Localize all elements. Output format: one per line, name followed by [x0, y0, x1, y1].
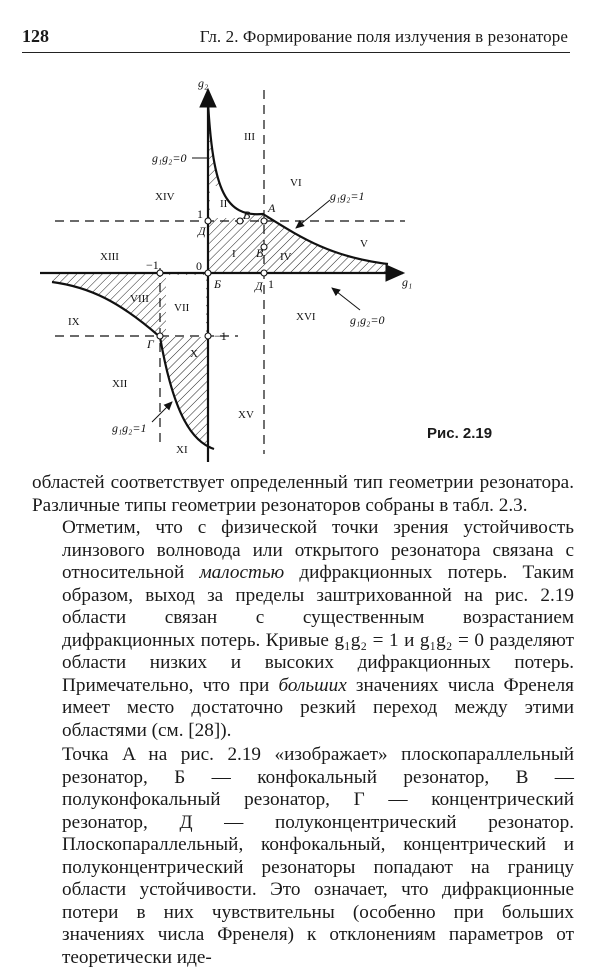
paragraph-2-emphasis-1: малостью: [199, 562, 285, 583]
tick-g2-one: 1: [197, 207, 203, 221]
region-label-VII: VII: [174, 302, 190, 314]
stability-diagram: [0, 62, 600, 470]
stability-diagram-figure: [0, 62, 600, 470]
region-label-VIII: VIII: [130, 293, 149, 305]
region-label-XI: XI: [176, 444, 188, 456]
point-B-conf-label: Б: [214, 277, 222, 291]
region-label-XVI: XVI: [296, 311, 316, 323]
body-text: [32, 472, 574, 969]
region-label-IX: IX: [68, 316, 80, 328]
tick-zero: 0: [196, 259, 202, 273]
label-g1g2-zero-right: g₁g₂=0: [350, 313, 385, 327]
paragraph-2-end: значениях числа Френеля имеет место достаточно резкий переход между этими областями (см. [28]).: [62, 674, 574, 741]
paragraph-2-middle: дифракционных потерь. Таким образом, выход за пределы заштрихованной на рис. 2.19 области связан с существенным возрастанием дифракционных потерь. Кривые g₁g₂ = 1 и g₁g₂ = 0 разделяют области низких и высоких дифракционных потерь. Примечательно, что при: [62, 562, 574, 696]
point-D-lower-label: Д: [255, 279, 263, 293]
region-label-I: I: [232, 248, 236, 260]
paragraph-2: [62, 517, 574, 742]
point-B-lower-label: B: [256, 246, 264, 260]
region-label-XIV: XIV: [155, 191, 175, 203]
g2-axis-label: g₂: [198, 76, 209, 90]
region-label-III: III: [244, 131, 255, 143]
tick-g2-minus-one: −1: [214, 329, 227, 343]
page-number: 128: [22, 26, 49, 46]
label-g1g2-one-bottom: g₁g₂=1: [112, 421, 147, 435]
label-g1g2-one-top: g₁g₂=1: [330, 189, 365, 203]
region-label-IV: IV: [280, 251, 292, 263]
point-A-label: A: [268, 201, 276, 215]
paragraph-1: областей соответствует определенный тип геометрии резонатора. Различные типы геометрии резонаторов собраны в табл. 2.3.: [32, 472, 574, 516]
g1-axis-label: g₁: [402, 275, 413, 289]
region-label-X: X: [190, 348, 198, 360]
label-g1g2-zero-top: g₁g₂=0: [152, 151, 187, 165]
region-label-V: V: [360, 238, 368, 250]
paragraph-2-emphasis-2: больших: [278, 674, 347, 696]
point-B-upper-label: B: [243, 208, 251, 222]
point-G-label: Г: [147, 337, 154, 351]
paragraph-3: Точка A на рис. 2.19 «изображает» плоскопараллельный резонатор, Б — конфокальный резонатор, B — полуконфокальный резонатор, Г — концентрический резонатор, Д — полуконцентрический резонатор. Плоскопараллельный, конфокальный, концентрический и полуконцентрический резонаторы попадают на границу области устойчивости. Это означает, что дифракционные потери в них чувствительны (особенно при больших значениях числа Френеля) к отклонениям параметров от теоретически иде-: [62, 744, 574, 968]
region-label-II: II: [220, 198, 228, 210]
paragraph-2-start: Отметим, что с физической точки зрения устойчивость линзового волновода или открытого резонатора связана с относительной: [62, 517, 574, 583]
tick-g1-one: 1: [268, 277, 274, 291]
region-label-XII: XII: [112, 378, 128, 390]
region-label-XIII: XIII: [100, 251, 119, 263]
region-label-XV: XV: [238, 409, 254, 421]
point-D-upper-label: Д: [198, 224, 206, 238]
figure-caption: Рис. 2.19: [427, 425, 493, 442]
tick-g1-minus-one: −1: [146, 258, 159, 272]
region-label-VI: VI: [290, 177, 302, 189]
running-title: Гл. 2. Формирование поля излучения в резонаторе: [199, 27, 568, 46]
page-header: [22, 26, 570, 53]
